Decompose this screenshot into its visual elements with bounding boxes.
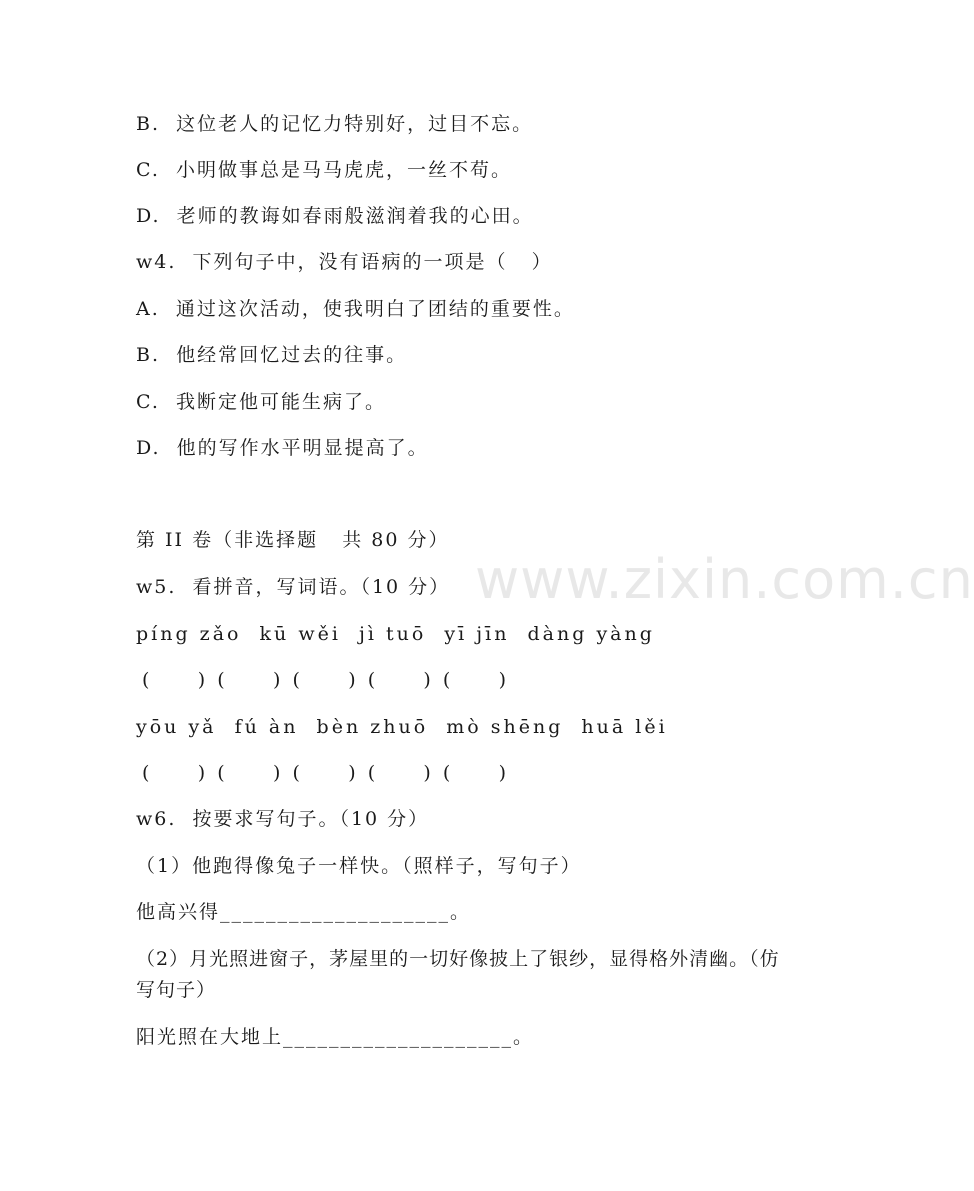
q4-option-d: D. 他的写作水平明显提高了。	[136, 437, 429, 459]
watermark: www.zixin.com.cn	[475, 548, 974, 611]
q5-pinyin-row-1: píng zǎo kū wěi jì tuō yī jīn dàng yàng	[136, 623, 655, 645]
q6-part-1: （1）他跑得像兔子一样快。（照样子，写句子）	[136, 855, 582, 877]
q6-part-2: （2）月光照进窗子，茅屋里的一切好像披上了银纱，显得格外清幽。（仿写句子）	[136, 948, 780, 1001]
q4-option-c: C. 我断定他可能生病了。	[136, 391, 386, 413]
q3-option-c: C. 小明做事总是马马虎虎，一丝不苟。	[136, 159, 512, 181]
q4-option-a: A. 通过这次活动，使我明白了团结的重要性。	[136, 298, 575, 320]
q5-pinyin-row-2: yōu yǎ fú àn bèn zhuō mò shēng huā lěi	[136, 716, 668, 738]
q5-blanks-row-2: ( ) ( ) ( ) ( ) ( )	[136, 762, 507, 784]
q6-part-1-answer: 他高兴得____________________。	[136, 901, 472, 923]
q5-stem: w5. 看拼音，写词语。（10 分）	[136, 576, 451, 598]
section-title: 第 II 卷（非选择题 共 80 分）	[136, 529, 450, 551]
q5-blanks-row-1: ( ) ( ) ( ) ( ) ( )	[136, 669, 507, 691]
q6-part-2-answer: 阳光照在大地上____________________。	[136, 1026, 535, 1048]
q3-option-b: B. 这位老人的记忆力特别好，过目不忘。	[136, 113, 534, 135]
q6-stem: w6. 按要求写句子。（10 分）	[136, 808, 430, 830]
q4-stem: w4. 下列句子中，没有语病的一项是（ ）	[136, 251, 553, 273]
q3-option-d: D. 老师的教诲如春雨般滋润着我的心田。	[136, 205, 534, 227]
q4-option-b: B. 他经常回忆过去的往事。	[136, 344, 408, 366]
